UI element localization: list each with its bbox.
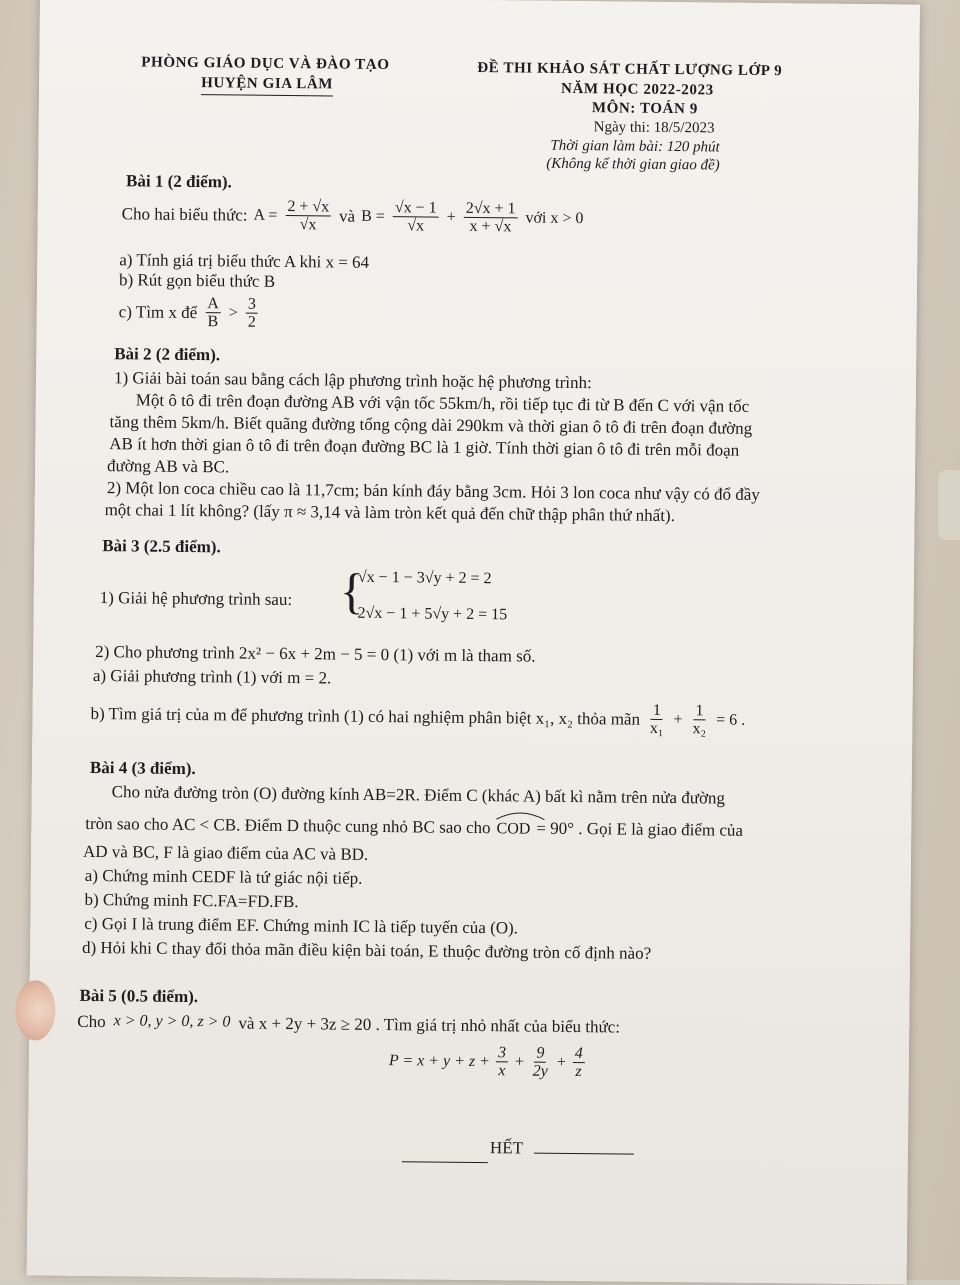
p-frac-2-den: 2y bbox=[532, 1062, 548, 1080]
qc-den-2: 2 bbox=[247, 313, 256, 331]
arc-cod bbox=[497, 816, 531, 838]
bai4-l2b: = 90° . Gọi E là giao điểm của bbox=[536, 818, 744, 840]
bai3-l4-text: b) Tìm giá trị của m để phương trình (1) có hai nghiệm phân biệt x₁, x₂ thỏa mãn bbox=[90, 703, 641, 729]
b-denominator-1: √x bbox=[407, 217, 425, 235]
bai1-qa: a) Tính giá trị biểu thức A khi x = 64 bbox=[119, 250, 370, 272]
b-fraction-2 bbox=[463, 200, 517, 236]
bai3-frac-2-num: 1 bbox=[693, 702, 705, 720]
p-frac-2-num: 9 bbox=[534, 1045, 546, 1063]
a-denominator: √x bbox=[299, 216, 317, 234]
bai2-l3: tăng thêm 5km/h. Biết quãng đường tổng cộng dài 290km và thời gian ô tô đi trên đoạn đường bbox=[109, 412, 753, 438]
p-lhs: P = x + y + z + bbox=[388, 1051, 491, 1070]
bai4-l2a: tròn sao cho AC < CB. Điểm D thuộc cung nhỏ BC sao cho bbox=[85, 813, 491, 838]
qc-num-2: 3 bbox=[246, 296, 258, 314]
arc-label: COD bbox=[496, 820, 531, 838]
b-fraction-1 bbox=[393, 199, 439, 234]
bai2-title: Bài 2 (2 điểm). bbox=[114, 344, 221, 365]
p-frac-1-den: x bbox=[498, 1062, 506, 1080]
bai2-l7: một chai 1 lít không? (lấy π ≈ 3,14 và làm tròn kết quả đến chữ thập phân thứ nhất). bbox=[104, 500, 676, 526]
b-denominator-2: x + √x bbox=[469, 217, 512, 236]
school-year: NĂM HỌC 2022-2023 bbox=[560, 80, 714, 99]
bai3-equals: = 6 . bbox=[716, 711, 746, 729]
finger-in-photo bbox=[15, 980, 56, 1040]
qc-fraction-1 bbox=[205, 295, 221, 330]
p-frac-1-num: 3 bbox=[496, 1044, 508, 1062]
background-object bbox=[938, 470, 960, 540]
bai3-title: Bài 3 (2.5 điểm). bbox=[102, 536, 221, 557]
a-fraction bbox=[285, 198, 331, 233]
p-frac-2 bbox=[531, 1045, 550, 1080]
bai1-condition: với x > 0 bbox=[525, 208, 584, 227]
qc-num-1: A bbox=[205, 295, 221, 313]
duration-note: (Không kể thời gian giao đề) bbox=[546, 155, 720, 174]
a-label: A = bbox=[253, 206, 278, 224]
bai2-l4: AB ít hơn thời gian ô tô đi trên đoạn đường BC là 1 giờ. Tính thời gian ô tô đi trên mỗi đoạn bbox=[109, 434, 740, 460]
bai1-qc bbox=[119, 294, 260, 330]
bai2-l5: đường AB và BC. bbox=[107, 456, 230, 477]
bai3-frac-1-den: x₁ bbox=[649, 719, 664, 737]
bai3-frac-1 bbox=[648, 702, 666, 737]
bai3-l2: 2) Cho phương trình 2x² − 6x + 2m − 5 = 0 (1) với m là tham số. bbox=[95, 642, 536, 666]
system-eq1: √x − 1 − 3√y + 2 = 2 bbox=[357, 568, 492, 588]
and-word: và bbox=[338, 206, 356, 226]
arc-symbol bbox=[495, 810, 547, 821]
bai4-title: Bài 4 (3 điểm). bbox=[89, 757, 196, 779]
b-numerator-2: 2√x + 1 bbox=[464, 200, 518, 219]
bai5-cond: x > 0, y > 0, z > 0 bbox=[113, 1012, 231, 1031]
bai1-intro: Cho hai biểu thức: bbox=[121, 203, 248, 225]
plus-sign: + bbox=[446, 208, 456, 226]
exam-date: Ngày thi: 18/5/2023 bbox=[593, 119, 715, 137]
bai5-l1 bbox=[77, 1012, 620, 1038]
bai4-l1: Cho nửa đường tròn (O) đường kính AB=2R. Điểm C (khác A) bất kì nằm trên nửa đường bbox=[111, 782, 726, 808]
district-name: HUYỆN GIA LÂM bbox=[201, 75, 333, 96]
department-name: PHÒNG GIÁO DỤC VÀ ĐÀO TẠO bbox=[141, 54, 390, 74]
qc-gt: > bbox=[228, 303, 238, 321]
bai2-l6: 2) Một lon coca chiều cao là 11,7cm; bán kính đáy bằng 3cm. Hỏi 3 lon coca như vậy có đổ đầy bbox=[106, 478, 760, 504]
bai3-l4 bbox=[90, 696, 745, 738]
qc-den-1: B bbox=[207, 313, 219, 331]
system-brace: { bbox=[339, 562, 365, 619]
b-numerator-1: √x − 1 bbox=[393, 199, 439, 217]
bai4-l3: AD và BC, F là giao điểm của AC và BD. bbox=[82, 841, 369, 864]
bai4-qb: b) Chứng minh FC.FA=FD.FB. bbox=[84, 889, 299, 912]
exam-duration: Thời gian làm bài: 120 phút bbox=[550, 137, 720, 156]
bai4-qc: c) Gọi I là trung điểm EF. Chứng minh IC là tiếp tuyến của (O). bbox=[84, 913, 519, 938]
qc-fraction-2 bbox=[246, 296, 258, 331]
bai2-l1: 1) Giải bài toán sau bằng cách lập phương trình hoặc hệ phương trình: bbox=[113, 368, 592, 393]
bai4-qa: a) Chứng minh CEDF là tứ giác nội tiếp. bbox=[84, 865, 363, 888]
bai1-qb: b) Rút gọn biểu thức B bbox=[118, 270, 276, 291]
end-marker: HẾT bbox=[489, 1138, 524, 1158]
bai3-frac-1-num: 1 bbox=[651, 702, 663, 720]
p-frac-1 bbox=[496, 1044, 508, 1079]
bai3-frac-2-den: x₂ bbox=[692, 720, 707, 738]
end-rule-left bbox=[402, 1161, 488, 1163]
exam-title: ĐỀ THI KHẢO SÁT CHẤT LƯỢNG LỚP 9 bbox=[477, 59, 783, 80]
p-frac-3 bbox=[573, 1045, 585, 1080]
bai3-l1: 1) Giải hệ phương trình sau: bbox=[99, 588, 293, 610]
p-plus-1: + bbox=[513, 1052, 525, 1071]
bai4-l2 bbox=[85, 812, 743, 841]
a-numerator: 2 + √x bbox=[285, 198, 331, 216]
bai3-l3: a) Giải phương trình (1) với m = 2. bbox=[92, 665, 332, 688]
bai5-title: Bài 5 (0.5 điểm). bbox=[79, 985, 199, 1007]
p-expression bbox=[389, 1043, 587, 1080]
bai2-l2: Một ô tô đi trên đoạn đường AB với vận tốc 55km/h, rồi tiếp tục đi từ B đến C với vận tốc bbox=[135, 390, 750, 416]
system-eq2: 2√x − 1 + 5√y + 2 = 15 bbox=[357, 604, 508, 624]
p-frac-3-den: z bbox=[575, 1063, 582, 1081]
exam-paper bbox=[27, 0, 920, 1285]
bai1-qc-text: c) Tìm x để bbox=[118, 301, 198, 322]
p-frac-3-num: 4 bbox=[573, 1045, 585, 1063]
bai5-l1a: Cho bbox=[77, 1011, 106, 1032]
b-label: B = bbox=[361, 207, 385, 225]
bai1-title: Bài 1 (2 điểm). bbox=[125, 171, 232, 192]
bai1-expressions bbox=[122, 196, 584, 236]
p-plus-2: + bbox=[555, 1053, 567, 1071]
bai3-plus: + bbox=[673, 710, 683, 728]
bai4-qd: d) Hỏi khi C thay đổi thỏa mãn điều kiện bài toán, E thuộc đường tròn cố định nào? bbox=[81, 937, 652, 963]
end-rule-right bbox=[534, 1153, 634, 1155]
subject: MÔN: TOÁN 9 bbox=[591, 100, 699, 118]
bai5-l1b: và x + 2y + 3z ≥ 20 . Tìm giá trị nhỏ nhất của biểu thức: bbox=[238, 1013, 621, 1037]
bai3-frac-2 bbox=[690, 702, 708, 737]
